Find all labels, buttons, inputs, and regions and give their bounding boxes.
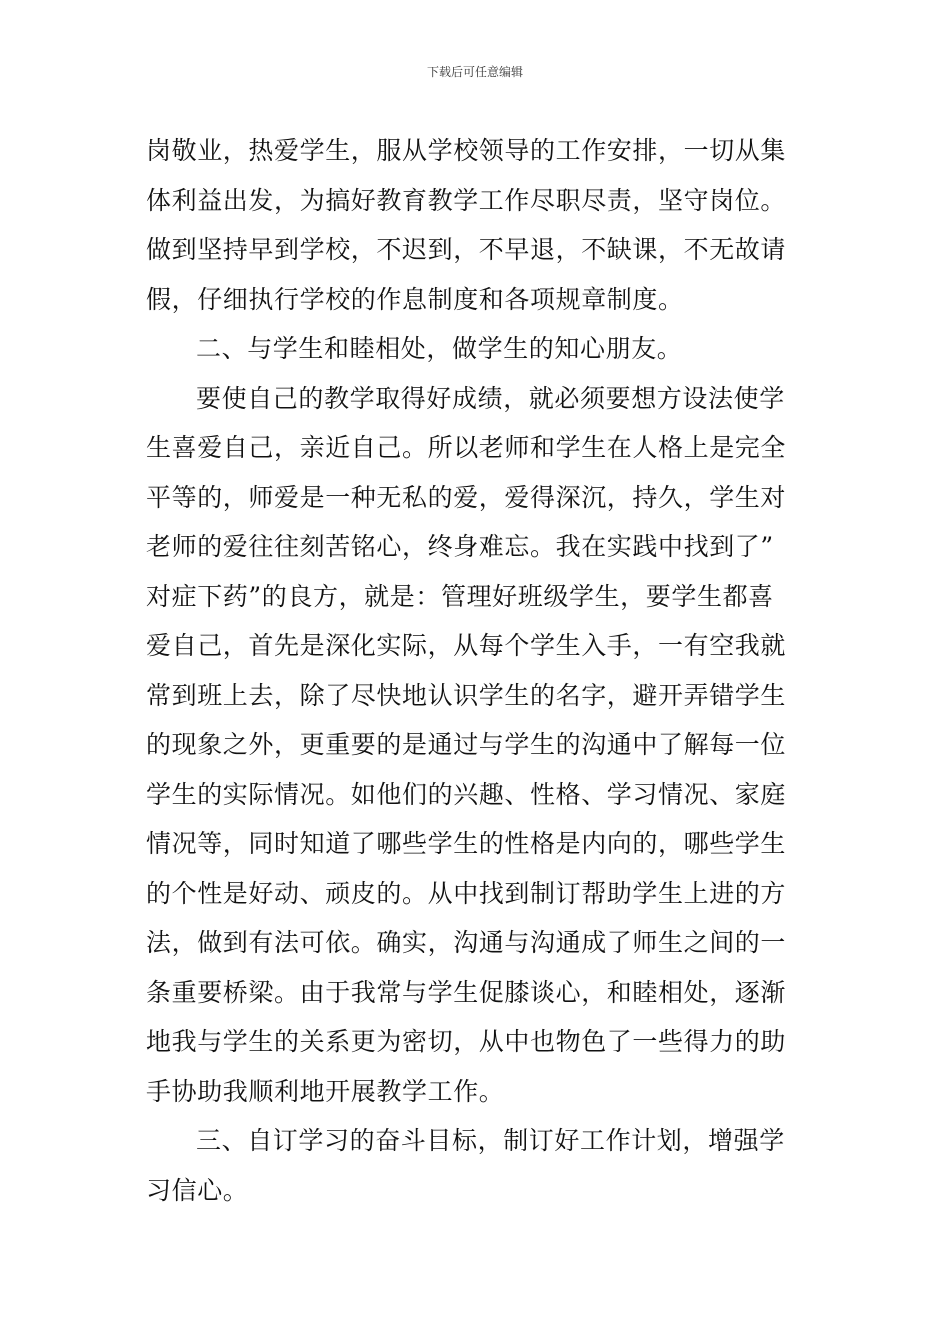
- text-line: 习信心。: [146, 1175, 249, 1205]
- text-line: 条重要桥梁。由于我常与学生促膝谈心，和睦相处，逐渐: [146, 977, 787, 1007]
- text-line: 老师的爱往往刻苦铭心，终身难忘。我在实践中找到了”: [146, 532, 774, 561]
- text-line: 手协助我顺利地开展教学工作。: [146, 1076, 505, 1106]
- section-heading: 三、自订学习的奋斗目标，制订好工作计划，增强学: [196, 1126, 785, 1155]
- document-body: [146, 126, 806, 1215]
- text-line: 做到坚持早到学校，不迟到，不早退，不缺课，不无故请: [146, 235, 787, 264]
- text-line: 岗敬业，热爱学生，服从学校领导的工作安排，一切从集: [146, 136, 787, 165]
- text-line: 平等的，师爱是一种无私的爱，爱得深沉，持久，学生对: [146, 482, 787, 512]
- text-line: 生喜爱自己，亲近自己。所以老师和学生在人格上是完全: [146, 433, 787, 462]
- text-line: 体利益出发，为搞好教育教学工作尽职尽责，坚守岗位。: [146, 185, 787, 215]
- text-line: 对症下药”的良方，就是：管理好班级学生，要学生都喜: [146, 581, 774, 611]
- text-line: 的个性是好动、顽皮的。从中找到制订帮助学生上进的方: [146, 878, 787, 908]
- text-line: 情况等，同时知道了哪些学生的性格是内向的，哪些学生: [146, 829, 787, 858]
- section-heading: 二、与学生和睦相处，做学生的知心朋友。: [196, 334, 683, 363]
- text-line: 学生的实际情况。如他们的兴趣、性格、学习情况、家庭: [146, 779, 787, 809]
- page-header: 下载后可任意编辑: [426, 65, 523, 79]
- text-line: 法，做到有法可依。确实，沟通与沟通成了师生之间的一: [146, 928, 787, 957]
- text-line: 要使自己的教学取得好成绩，就必须要想方设法使学: [196, 383, 785, 413]
- text-line: 常到班上去，除了尽快地认识学生的名字，避开弄错学生: [146, 680, 787, 710]
- text-line: 假，仔细执行学校的作息制度和各项规章制度。: [146, 284, 684, 314]
- text-line: 的现象之外，更重要的是通过与学生的沟通中了解每一位: [146, 730, 787, 759]
- text-line: 地我与学生的关系更为密切，从中也物色了一些得力的助: [146, 1027, 787, 1056]
- text-line: 爱自己，首先是深化实际，从每个学生入手，一有空我就: [146, 631, 787, 660]
